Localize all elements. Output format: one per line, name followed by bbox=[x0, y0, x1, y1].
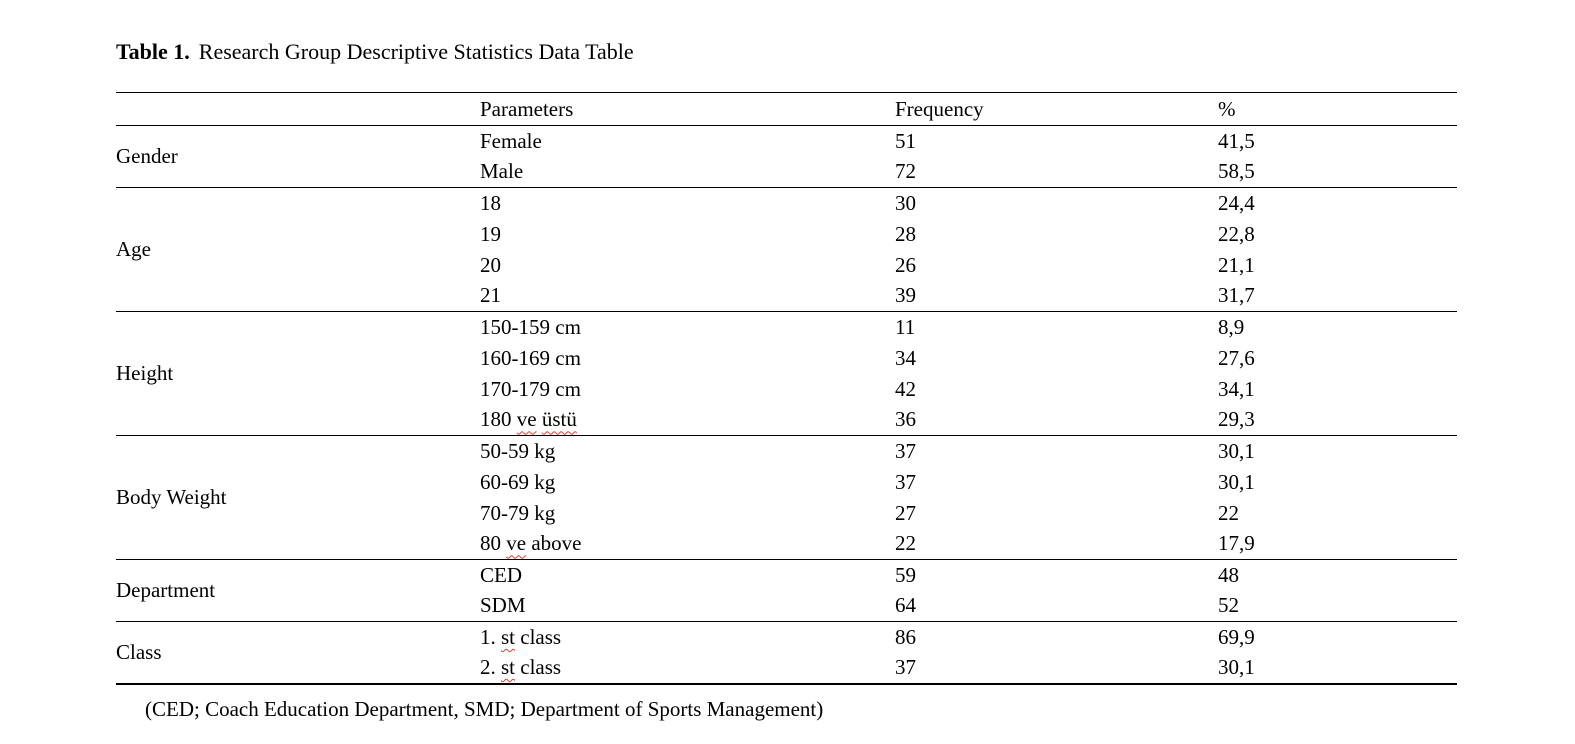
cell-frequency: 72 bbox=[895, 159, 916, 184]
cell-frequency: 42 bbox=[895, 376, 916, 401]
group-label-age: Age bbox=[116, 237, 151, 261]
table-header-row bbox=[116, 93, 1457, 126]
table-row bbox=[116, 312, 1457, 343]
cell-frequency: 37 bbox=[895, 438, 916, 463]
cell-percent: 27,6 bbox=[1218, 345, 1255, 370]
group-body-weight bbox=[116, 436, 1457, 560]
cell-parameter: 21 bbox=[480, 283, 501, 308]
cell-percent: 17,9 bbox=[1218, 531, 1255, 556]
cell-percent: 69,9 bbox=[1218, 624, 1255, 649]
cell-parameter: CED bbox=[480, 562, 522, 587]
cell-percent: 30,1 bbox=[1218, 655, 1255, 679]
misspelled-word: ve bbox=[506, 531, 527, 556]
cell-frequency: 22 bbox=[895, 531, 916, 556]
group-label-height: Height bbox=[116, 361, 174, 385]
cell-parameter: 20 bbox=[480, 252, 501, 277]
cell-frequency: 28 bbox=[895, 221, 916, 246]
header-frequency: Frequency bbox=[895, 93, 1218, 126]
cell-percent: 31,7 bbox=[1218, 283, 1255, 308]
cell-frequency: 59 bbox=[895, 562, 916, 587]
group-label-body-weight: Body Weight bbox=[116, 485, 227, 509]
cell-frequency: 39 bbox=[895, 283, 916, 308]
cell-frequency: 27 bbox=[895, 500, 916, 525]
group-label-department: Department bbox=[116, 578, 216, 602]
table-footnote: (CED; Coach Education Department, SMD; Department of Sports Management) bbox=[145, 697, 824, 721]
misspelled-word: üstü bbox=[541, 407, 577, 432]
cell-percent: 22,8 bbox=[1218, 221, 1255, 246]
cell-frequency: 36 bbox=[895, 407, 916, 432]
misspelled-word: st bbox=[501, 655, 516, 679]
table-header bbox=[116, 93, 1457, 126]
cell-frequency: 86 bbox=[895, 624, 916, 649]
cell-parameter: 180 ve üstü bbox=[480, 407, 577, 432]
cell-parameter: 160-169 cm bbox=[480, 345, 581, 370]
table-row bbox=[116, 188, 1457, 219]
cell-parameter: 19 bbox=[480, 221, 501, 246]
table-caption bbox=[116, 38, 634, 66]
cell-parameter: 150-159 cm bbox=[480, 314, 581, 339]
cell-percent: 30,1 bbox=[1218, 438, 1255, 463]
group-department bbox=[116, 560, 1457, 622]
cell-frequency: 26 bbox=[895, 252, 916, 277]
group-label-class: Class bbox=[116, 639, 162, 664]
cell-parameter: Female bbox=[480, 128, 542, 153]
descriptive-statistics-table bbox=[116, 92, 1457, 685]
cell-percent: 30,1 bbox=[1218, 469, 1255, 494]
table-caption-text: Research Group Descriptive Statistics Data Table bbox=[198, 39, 634, 64]
header-group-cell bbox=[116, 93, 480, 126]
table-row bbox=[116, 560, 1457, 591]
cell-percent: 22 bbox=[1218, 500, 1239, 525]
header-percent: % bbox=[1218, 93, 1457, 126]
cell-frequency: 51 bbox=[895, 128, 916, 153]
cell-frequency: 37 bbox=[895, 469, 916, 494]
cell-parameter: SDM bbox=[480, 593, 526, 618]
cell-parameter: 70-79 kg bbox=[480, 500, 556, 525]
cell-frequency: 37 bbox=[895, 655, 916, 679]
misspelled-word: st bbox=[501, 624, 516, 649]
cell-parameter: Male bbox=[480, 159, 524, 184]
group-gender bbox=[116, 126, 1457, 188]
cell-frequency: 64 bbox=[895, 593, 916, 618]
cell-parameter: 2. st class bbox=[480, 655, 562, 679]
cell-parameter: 60-69 kg bbox=[480, 469, 556, 494]
group-class bbox=[116, 622, 1457, 684]
table-row bbox=[116, 436, 1457, 467]
cell-percent: 58,5 bbox=[1218, 159, 1255, 184]
group-age bbox=[116, 188, 1457, 312]
cell-parameter: 170-179 cm bbox=[480, 376, 581, 401]
cell-parameter: 18 bbox=[480, 190, 501, 215]
cell-percent: 8,9 bbox=[1218, 314, 1245, 339]
table-row bbox=[116, 622, 1457, 653]
header-parameters: Parameters bbox=[480, 93, 895, 126]
cell-frequency: 30 bbox=[895, 190, 916, 215]
cell-percent: 41,5 bbox=[1218, 128, 1255, 153]
misspelled-word: ve bbox=[516, 407, 537, 432]
cell-percent: 24,4 bbox=[1218, 190, 1255, 215]
cell-parameter: 80 ve above bbox=[480, 531, 582, 556]
cell-percent: 21,1 bbox=[1218, 252, 1255, 277]
group-label-gender: Gender bbox=[116, 144, 178, 168]
group-height bbox=[116, 312, 1457, 436]
table-caption-label: Table 1. bbox=[116, 39, 190, 64]
cell-percent: 34,1 bbox=[1218, 376, 1255, 401]
cell-percent: 52 bbox=[1218, 593, 1239, 618]
table-row bbox=[116, 126, 1457, 157]
cell-frequency: 11 bbox=[895, 314, 916, 339]
cell-parameter: 50-59 kg bbox=[480, 438, 556, 463]
cell-percent: 48 bbox=[1218, 562, 1239, 587]
cell-parameter: 1. st class bbox=[480, 624, 562, 649]
cell-percent: 29,3 bbox=[1218, 407, 1255, 432]
cell-frequency: 34 bbox=[895, 345, 916, 370]
